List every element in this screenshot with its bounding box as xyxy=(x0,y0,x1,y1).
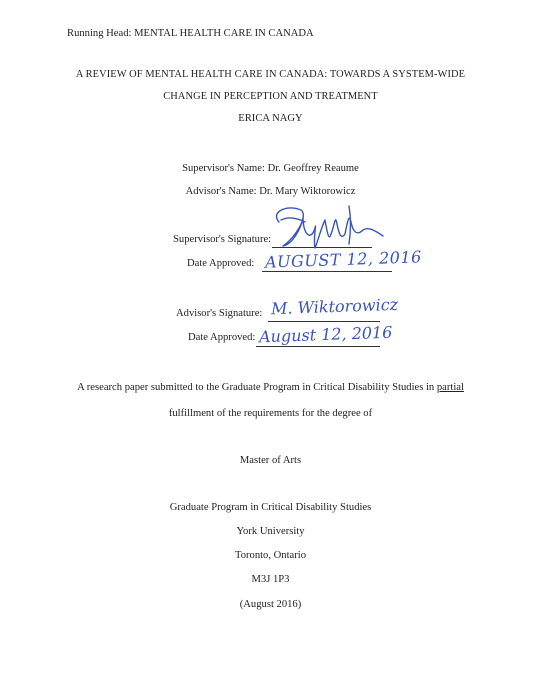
advisor-signature-line xyxy=(268,321,380,322)
supervisor-date-label: Date Approved: xyxy=(187,258,255,269)
statement-line-2: fulfillment of the requirements for the degree of xyxy=(168,408,373,419)
supervisor-name: Supervisor's Name: Dr. Geoffrey Reaume xyxy=(182,163,359,174)
city-name: Toronto, Ontario xyxy=(234,550,307,561)
author-name: ERICA NAGY xyxy=(238,113,303,124)
supervisor-signature-label: Supervisor's Signature: xyxy=(173,234,272,245)
statement-underlined-word: partial xyxy=(436,382,464,393)
title-line-2: CHANGE IN PERCEPTION AND TREATMENT xyxy=(163,91,378,102)
university-name: York University xyxy=(236,526,305,537)
statement-line-1 xyxy=(0,383,541,394)
degree-name: Master of Arts xyxy=(239,455,302,466)
submission-date: (August 2016) xyxy=(239,599,302,610)
supervisor-date-handwritten: AUGUST 12, 2016 xyxy=(264,247,423,272)
title-line-1: A REVIEW OF MENTAL HEALTH CARE IN CANADA: TOWARDS A SYSTEM-WIDE xyxy=(75,69,466,80)
running-head: Running Head: MENTAL HEALTH CARE IN CANADA xyxy=(67,28,314,39)
advisor-date-line xyxy=(256,346,380,347)
advisor-date-label: Date Approved: xyxy=(188,332,256,343)
advisor-signature: M. Wiktorowicz xyxy=(270,294,399,319)
advisor-date-handwritten: August 12, 2016 xyxy=(258,322,393,347)
statement-line-1-text: A research paper submitted to the Graduate Program in Critical Disability Studies in xyxy=(77,382,437,393)
advisor-signature-label: Advisor's Signature: xyxy=(176,308,263,319)
advisor-name: Advisor's Name: Dr. Mary Wiktorowicz xyxy=(185,186,356,197)
postal-code: M3J 1P3 xyxy=(251,574,290,585)
program-name: Graduate Program in Critical Disability Studies xyxy=(169,502,372,513)
